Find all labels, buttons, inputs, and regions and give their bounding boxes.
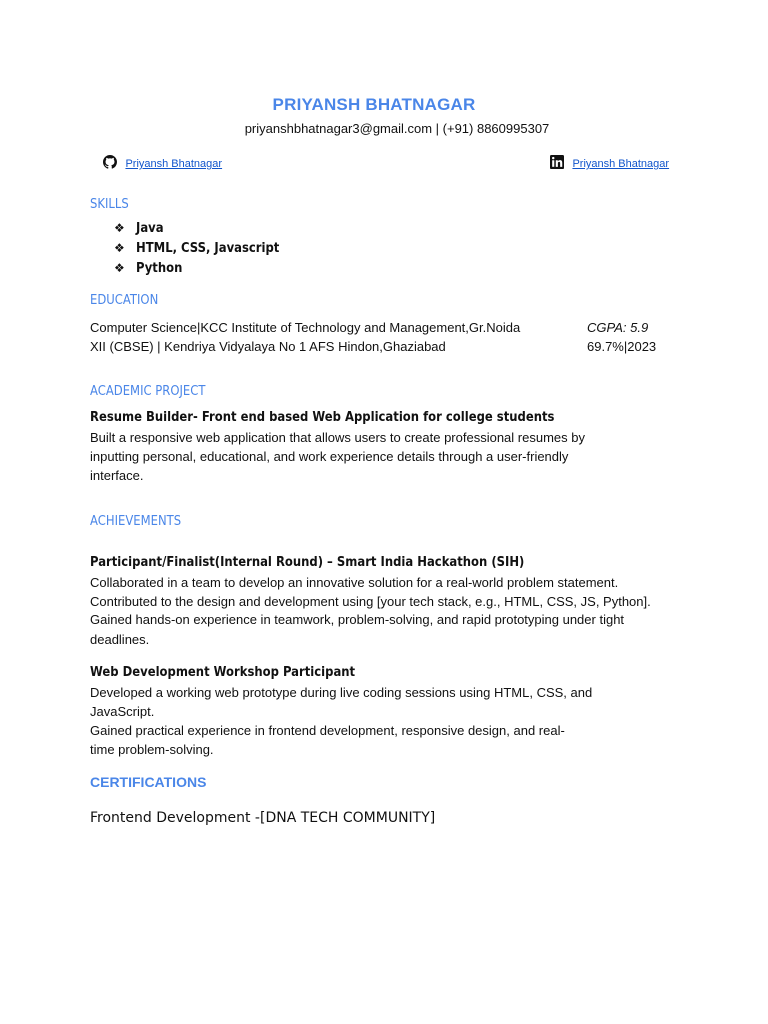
project-desc-line: Built a responsive web application that allows users to create professional resumes by bbox=[90, 430, 585, 445]
cgpa-label: CGPA bbox=[587, 320, 623, 335]
achievements-heading: ACHIEVEMENTS bbox=[90, 513, 182, 529]
achievement-line: JavaScript. bbox=[90, 704, 155, 719]
education-row-school: XII (CBSE) | Kendriya Vidyalaya No 1 AFS Hindon,Ghaziabad bbox=[90, 339, 446, 354]
education-heading: EDUCATION bbox=[90, 292, 159, 308]
achievement-line: Contributed to the design and development using [your tech stack, e.g., HTML, CSS, JS, Python]. bbox=[90, 594, 651, 609]
education-cgpa bbox=[587, 318, 648, 337]
achievement-line: deadlines. bbox=[90, 632, 150, 647]
achievement-line: Gained practical experience in frontend development, responsive design, and real- bbox=[90, 723, 565, 738]
academic-project-heading: ACADEMIC PROJECT bbox=[90, 383, 206, 399]
achievement-line: Developed a working web prototype during live coding sessions using HTML, CSS, and bbox=[90, 685, 593, 700]
linkedin-icon bbox=[550, 155, 564, 169]
skill-item: ❖ Java bbox=[114, 220, 164, 236]
skill-item: ❖ HTML, CSS, Javascript bbox=[114, 240, 280, 256]
github-link[interactable]: Priyansh Bhatnagar bbox=[125, 158, 223, 170]
bullet-diamond-icon: ❖ bbox=[114, 241, 125, 255]
github-icon bbox=[103, 155, 117, 169]
certifications-heading: CERTIFICATIONS bbox=[90, 774, 207, 790]
cgpa-value: : 5.9 bbox=[622, 320, 649, 335]
achievement-line: Collaborated in a team to develop an innovative solution for a real-world problem statement. bbox=[90, 575, 619, 590]
education-score: 69.7%|2023 bbox=[587, 339, 657, 354]
contact-line: priyanshbhatnagar3@gmail.com | (+91) 8860995307 bbox=[244, 121, 550, 136]
certification-item: Frontend Development -[DNA TECH COMMUNITY] bbox=[90, 810, 436, 826]
education-row-degree: Computer Science|KCC Institute of Technology and Management,Gr.Noida bbox=[90, 320, 521, 335]
skill-item: ❖ Python bbox=[114, 260, 183, 276]
bullet-diamond-icon: ❖ bbox=[114, 261, 125, 275]
linkedin-link[interactable]: Priyansh Bhatnagar bbox=[572, 158, 670, 170]
linkedin-link-group[interactable] bbox=[550, 154, 669, 172]
skills-heading: SKILLS bbox=[90, 196, 129, 212]
bullet-diamond-icon: ❖ bbox=[114, 221, 125, 235]
achievement-line: time problem-solving. bbox=[90, 742, 214, 757]
candidate-name: PRIYANSH BHATNAGAR bbox=[272, 95, 476, 114]
project-desc-line: interface. bbox=[90, 468, 144, 483]
github-link-group[interactable] bbox=[103, 154, 222, 172]
achievement-title: Participant/Finalist(Internal Round) – Smart India Hackathon (SIH) bbox=[90, 554, 525, 570]
achievement-title: Web Development Workshop Participant bbox=[90, 664, 356, 680]
project-title: Resume Builder- Front end based Web Application for college students bbox=[90, 409, 555, 425]
achievement-line: Gained hands-on experience in teamwork, problem-solving, and rapid prototyping under tight bbox=[90, 612, 625, 627]
project-desc-line: inputting personal, educational, and work experience details through a user-friendly bbox=[90, 449, 569, 464]
